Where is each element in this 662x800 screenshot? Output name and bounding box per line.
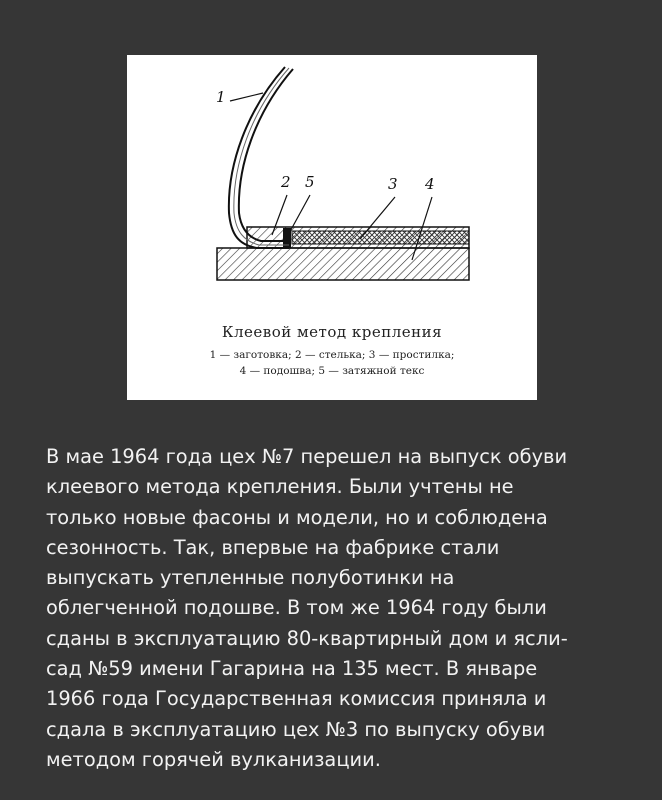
figure-legend-line-1: 1 — заготовка; 2 — стелька; 3 — простилка; bbox=[209, 349, 455, 361]
article-line: только новые фасоны и модели, но и соблюдена bbox=[46, 505, 548, 529]
article-line: сад №59 имени Гагарина на 135 мест. В январе bbox=[46, 657, 538, 681]
filler-layer bbox=[292, 231, 469, 244]
article-text bbox=[46, 442, 626, 775]
article-line: выпускать утепленные полуботинки на bbox=[46, 566, 455, 590]
article-line: сданы в эксплуатацию 80-квартирный дом и ясли- bbox=[46, 626, 568, 650]
article-line: 1966 года Государственная комиссия приняла и bbox=[46, 687, 547, 711]
article-line: В мае 1964 года цех №7 перешел на выпуск обуви bbox=[46, 445, 568, 468]
article-line: сдала в эксплуатацию цех №3 по выпуску обуви bbox=[46, 717, 546, 741]
upper-mid-line bbox=[234, 68, 289, 245]
shoe-section-diagram bbox=[127, 55, 537, 315]
upper-inner-line bbox=[239, 69, 293, 241]
figure-legend-line-2: 4 — подошва; 5 — затяжной текс bbox=[239, 365, 425, 377]
label-3: 3 bbox=[388, 175, 398, 193]
sole-layer bbox=[217, 248, 469, 280]
diagram-figure bbox=[127, 55, 537, 400]
leader-line-1 bbox=[230, 93, 263, 101]
article-line: методом горячей вулканизации. bbox=[46, 747, 381, 771]
article-line: клеевого метода крепления. Были учтены не bbox=[46, 475, 514, 499]
label-2: 2 bbox=[281, 173, 291, 191]
label-1: 1 bbox=[216, 88, 226, 106]
label-5: 5 bbox=[305, 173, 315, 191]
figure-caption: Клеевой метод крепления bbox=[221, 323, 443, 341]
label-4: 4 bbox=[425, 175, 435, 193]
article-line: облегченной подошве. В том же 1964 году были bbox=[46, 596, 547, 620]
article-line: сезонность. Так, впервые на фабрике стали bbox=[46, 535, 500, 559]
